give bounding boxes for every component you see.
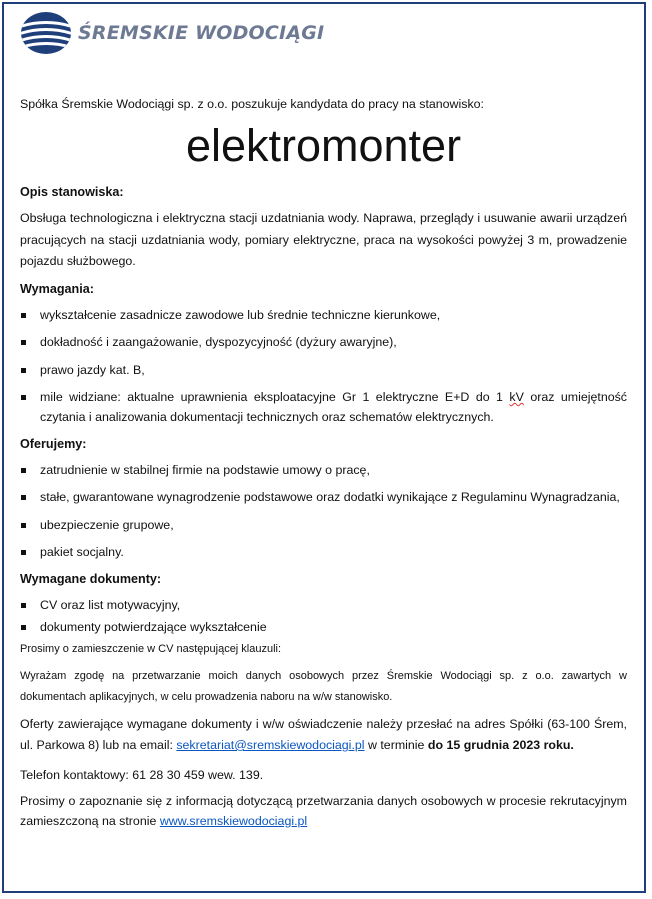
submission-text (20, 714, 627, 757)
email-link[interactable]: sekretariat@sremskiewodociagi.pl (176, 738, 365, 752)
clause-request: Prosimy o zamieszczenie w CV następującej klauzuli: (20, 642, 282, 655)
website-link[interactable]: www.sremskiewodociagi.pl (159, 813, 308, 828)
clause-text: Wyrażam zgodę na przetwarzanie moich danych osobowych przez Śremskie Wodociągi sp. z o.o. zawartych w dokumentach aplikacyjnych, w celu prowadzenia naboru na w/w stanowisko. (20, 669, 627, 703)
documents-heading: Wymagane dokumenty: (20, 571, 162, 586)
company-logo (20, 10, 324, 56)
list-item: prawo jazdy kat. B, (20, 360, 627, 380)
logo-text: ŚREMSKIE WODOCIĄGI (78, 22, 325, 44)
documents-list (20, 595, 627, 637)
list-item: dokładność i zaangażowanie, dyspozycyjność (dyżury awaryjne), (20, 332, 627, 352)
list-item: ubezpieczenie grupowe, (20, 515, 627, 535)
privacy-text (20, 791, 627, 831)
submission-part: Oferty zawierające wymagane dokumenty i w/w oświadczenie należy przesłać na adres Spółki (63-100 Śrem, ul. Parkowa 8) lub na email: (20, 716, 627, 752)
list-item: pakiet socjalny. (20, 542, 627, 562)
description-heading: Opis stanowiska: (20, 185, 124, 199)
offer-heading: Oferujemy: (20, 436, 87, 451)
list-item: wykształcenie zasadnicze zawodowe lub średnie techniczne kierunkowe, (20, 305, 627, 325)
list-item: stałe, gwarantowane wynagrodzenie podstawowe oraz dodatki wynikające z Regulaminu Wynagradzania, (20, 487, 627, 507)
water-drop-logo-icon (20, 11, 72, 55)
intro-text: Spółka Śremskie Wodociągi sp. z o.o. poszukuje kandydata do pracy na stanowisko: (20, 97, 484, 111)
deadline: do 15 grudnia 2023 roku. (427, 738, 574, 752)
offer-list (20, 460, 627, 563)
position-title: elektromonter (185, 120, 462, 171)
description-text: Obsługa technologiczna i elektryczna stacji uzdatniania wody. Naprawa, przeglądy i usuwanie awarii urządzeń pracujących na stacji uzdatniania wody, pomiary elektryczne, praca na wysokości powyżej 3 m, prowadzenie pojazdu służbowego. (20, 211, 627, 268)
job-posting-page (2, 2, 646, 893)
list-item: CV oraz list motywacyjny, (20, 595, 627, 615)
req-text-unit: kV (509, 390, 524, 404)
privacy-part: Prosimy o zapoznanie się z informacją dotyczącą przetwarzania danych osobowych w procesie rekrutacyjnym zamieszczoną na stronie (20, 793, 627, 828)
phone-text: Telefon kontaktowy: 61 28 30 459 wew. 139. (20, 767, 264, 782)
list-item: zatrudnienie w stabilnej firmie na podstawie umowy o pracę, (20, 460, 627, 480)
list-item: dokumenty potwierdzające wykształcenie (20, 617, 627, 637)
req-text-part: mile widziane: aktualne uprawnienia eksploatacyjne Gr 1 elektryczne E+D do 1 (40, 390, 510, 404)
requirements-list (20, 305, 627, 428)
submission-part: w terminie (364, 738, 428, 752)
requirements-heading: Wymagania: (20, 281, 94, 296)
req-text-part: oraz umiejętność czytania i analizowania dokumentacji technicznych oraz schematów elektrycznych. (40, 390, 627, 424)
list-item (20, 387, 627, 427)
posting-content (20, 94, 627, 831)
